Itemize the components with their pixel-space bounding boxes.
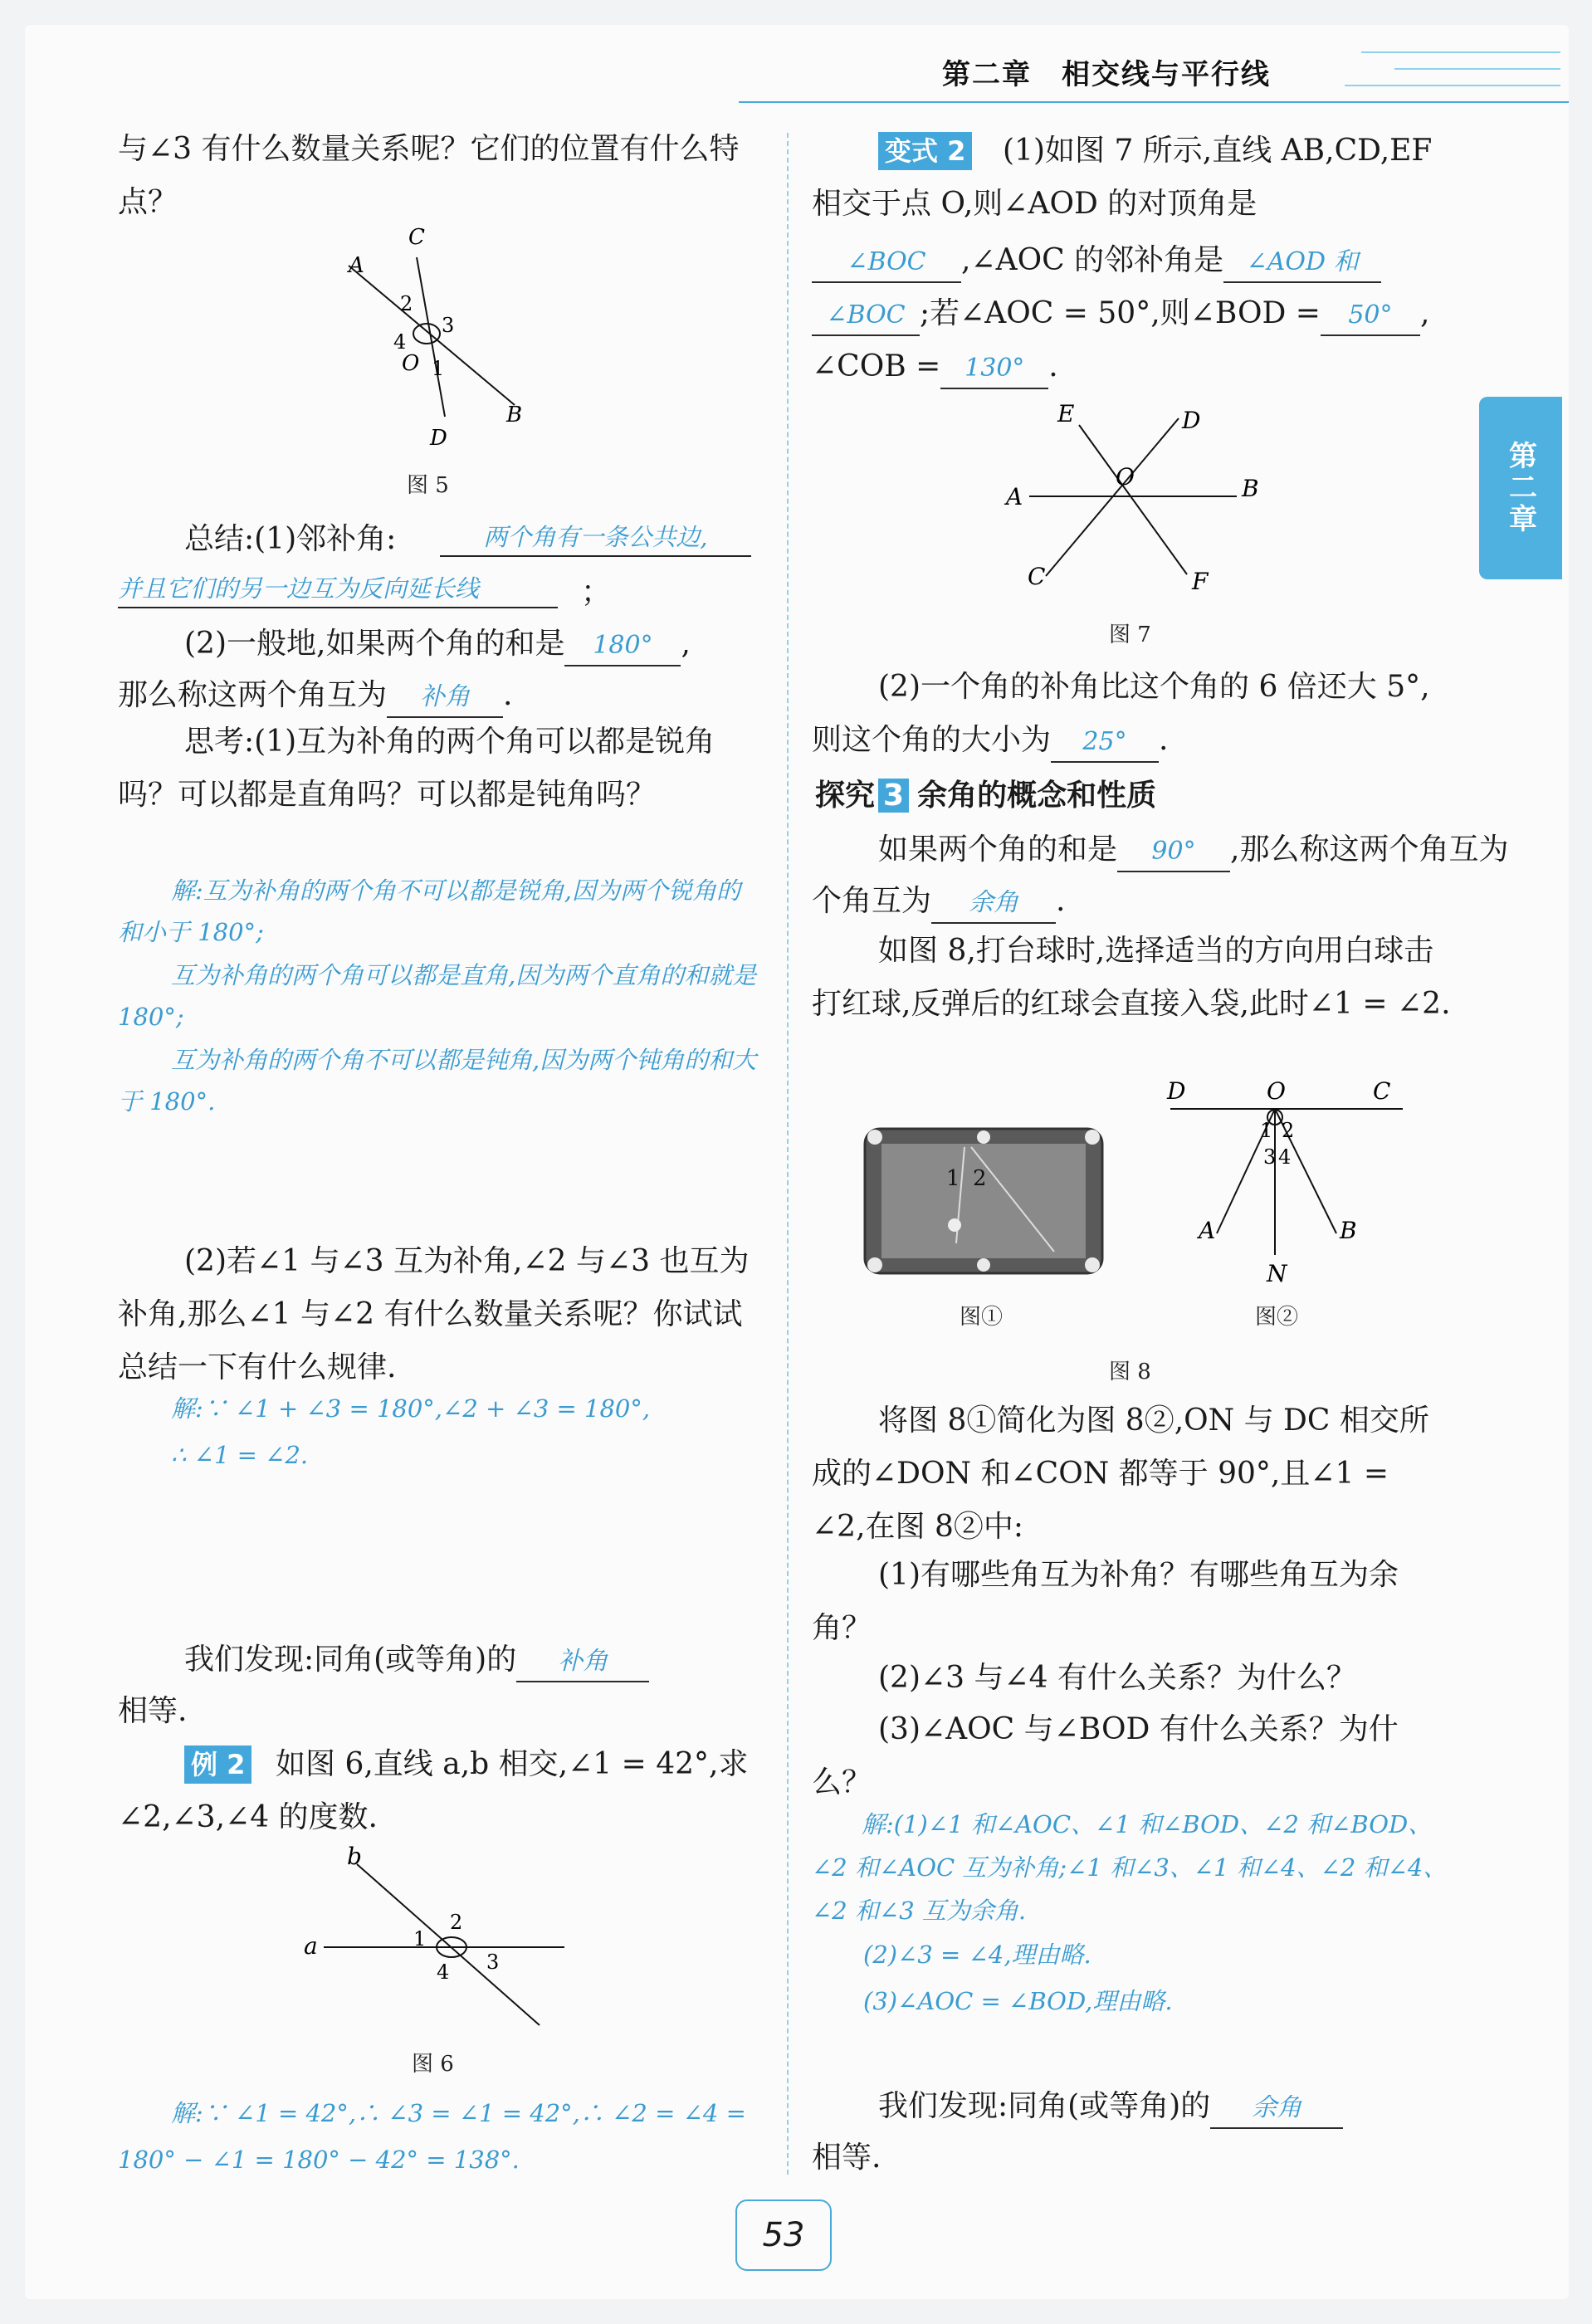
label-d: D — [430, 426, 447, 451]
photo-angle-1: 1 — [946, 1166, 960, 1191]
label-b: B — [1242, 475, 1259, 502]
label-o: O — [402, 351, 420, 376]
complement-def — [878, 823, 1508, 876]
column-divider — [787, 133, 789, 2175]
example-answer: 解:∵ ∠1 = 42°,∴ ∠3 = ∠1 = 42°,∴ ∠2 = ∠4 = 180° − ∠1 = 180° − 42° = 138°. — [118, 2099, 746, 2174]
label-c: C — [1028, 563, 1046, 590]
discover-left-end: 相等. — [118, 1694, 188, 1728]
fig7-caption: 图 7 — [1109, 622, 1151, 647]
header-deco-line — [1345, 85, 1560, 86]
complement-def-2: 个角互为 余角 . — [812, 875, 1065, 928]
summary2-prefix: (2)一般地,如果两个角的和是 — [184, 627, 565, 661]
blank-cob: 130° — [940, 349, 1048, 389]
figure-7 — [996, 398, 1278, 598]
summary1-label: 总结:(1)邻补角: — [184, 522, 397, 556]
def-end: . — [1056, 884, 1066, 918]
q2-answer-1: 解:∵ ∠1 + ∠3 = 180°,∠2 + ∠3 = 180°, — [171, 1394, 651, 1423]
label-f: F — [1192, 568, 1209, 595]
label-a: A — [1199, 1217, 1216, 1244]
summary1-answer-line1: 两个角有一条公共边, — [440, 519, 751, 557]
sub-answer-2: (2)∠3 = ∠4,理由略. — [863, 1941, 1091, 1969]
angle-2-label: 2 — [1282, 1119, 1295, 1142]
line-b — [357, 1864, 540, 2025]
blank-adjacent-2: ∠BOC — [812, 296, 920, 336]
billiard-text: 如图 8,打台球时,选择适当的方向用白球击打红球,反弹后的红球会直接入袋,此时∠1 = ∠2. — [812, 934, 1451, 1021]
v1-e: ∠COB = — [812, 349, 941, 383]
blank-adjacent-1: ∠AOD 和 — [1223, 243, 1381, 283]
v1-b: ,∠AOC 的邻补角是 — [961, 243, 1224, 277]
chapter-header: 第二章 相交线与平行线 — [942, 58, 1271, 91]
sub-question-1: (1)有哪些角互为补角？有哪些角互为余角？ — [812, 1558, 1399, 1645]
label-o: O — [1267, 1079, 1286, 1105]
page-number: 53 — [735, 2200, 832, 2271]
label-n: N — [1267, 1260, 1287, 1286]
variant-q1-line5 — [812, 340, 1058, 393]
blank-complement: 余角 — [931, 884, 1056, 924]
think-answer-2: 互为补角的两个角可以都是直角,因为两个直角的和就是 180°; — [118, 961, 757, 1031]
question-2: (2)若∠1 与∠3 互为补角,∠2 与∠3 也互为补角,那么∠1 与∠2 有什么数量关系呢？你试试总结一下有什么规律. — [118, 1244, 750, 1384]
summary2-blank-term: 补角 — [387, 678, 503, 718]
figure-8-diagram — [1162, 1079, 1411, 1286]
def-prefix: 如果两个角的和是 — [878, 832, 1118, 867]
label-o: O — [1116, 463, 1135, 491]
def-mid: ,那么称这两个角互为 — [1230, 832, 1509, 867]
label-c: C — [408, 225, 425, 250]
think-answer-1: 解:互为补角的两个角不可以都是锐角,因为两个锐角的和小于 180°; — [118, 876, 740, 946]
angle-marks — [413, 324, 440, 344]
sub-question-3: (3)∠AOC 与∠BOD 有什么关系？为什么？ — [812, 1712, 1399, 1799]
photo-angle-2: 2 — [973, 1166, 987, 1191]
angle-4-label: 4 — [393, 330, 407, 354]
discover-left-prefix: 我们发现:同角(或等角)的 — [184, 1643, 517, 1677]
label-c: C — [1373, 1079, 1391, 1105]
blank-angle-size: 25° — [1051, 723, 1159, 763]
v1-f: . — [1048, 349, 1058, 383]
fig5-caption: 图 5 — [407, 473, 449, 498]
summary2-end: . — [503, 678, 513, 712]
variant-q1-line4 — [812, 287, 1459, 340]
fig8-caption: 图 8 — [1109, 1360, 1151, 1384]
discover-left — [184, 1633, 649, 1687]
discover-right-end: 相等. — [812, 2141, 881, 2175]
think-answer-3: 互为补角的两个角不可以都是钝角,因为两个钝角的和大于 180°. — [118, 1046, 757, 1116]
angle-1-label: 1 — [1260, 1119, 1273, 1142]
label-b: B — [1340, 1217, 1357, 1244]
header-rule — [739, 101, 1569, 103]
example-badge: 例 2 — [184, 1745, 251, 1784]
explore-number: 3 — [878, 779, 909, 813]
summary2-blank-sum: 180° — [564, 627, 681, 666]
header-deco-line — [1394, 68, 1560, 70]
label-a: A — [1006, 483, 1023, 510]
discover-right — [878, 2080, 1343, 2133]
intro-text: 与∠3 有什么数量关系呢？它们的位置有什么特点？ — [118, 132, 740, 219]
label-a: a — [304, 1932, 318, 1960]
angle-2-label: 2 — [450, 1911, 463, 1934]
explore-title: 余角的概念和性质 — [917, 779, 1157, 813]
discover-right-blank: 余角 — [1210, 2089, 1343, 2129]
billiard-table-photo — [863, 1127, 1104, 1275]
sub-question-2: (2)∠3 与∠4 有什么关系？为什么？ — [878, 1661, 1357, 1695]
v1-c: ;若∠AOC = 50°,则∠BOD = — [920, 296, 1321, 330]
variant-badge: 变式 2 — [878, 132, 972, 170]
figure-6 — [291, 1843, 573, 2034]
summary1-answer-line2: 并且它们的另一边互为反向延长线 — [118, 570, 558, 608]
variant-q1-line3 — [812, 234, 1443, 287]
summary1-end: ； — [581, 575, 612, 609]
label-b: B — [506, 403, 523, 427]
summary2-text: (2)一般地,如果两个角的和是 180° , — [184, 618, 691, 671]
blank-90: 90° — [1117, 832, 1230, 872]
variant-q2 — [812, 661, 1451, 767]
v2-end: . — [1159, 723, 1169, 757]
discover-left-blank: 补角 — [516, 1643, 649, 1682]
fig8-sub2-caption: 图② — [1255, 1305, 1299, 1330]
line-cd — [417, 257, 445, 417]
explore-3-heading — [815, 772, 1156, 814]
label-b: b — [347, 1843, 362, 1870]
angle-1-label: 1 — [432, 357, 445, 380]
v2-text: (2)一个角的补角比这个角的 6 倍还大 5°,则这个角的大小为 — [812, 670, 1430, 757]
sub-answer-1: 解:(1)∠1 和∠AOC、∠1 和∠BOD、∠2 和∠BOD、∠2 和∠AOC 互为补角;∠1 和∠3、∠1 和∠4、∠2 和∠4、∠2 和∠3 互为余角. — [812, 1810, 1448, 1925]
header-deco-line — [1361, 51, 1560, 53]
line-ab — [349, 266, 515, 405]
angle-3-label: 3 — [1263, 1145, 1277, 1169]
figure-5 — [332, 224, 548, 456]
think-question: 思考:(1)互为补角的两个角可以都是锐角吗？可以都是直角吗？可以都是钝角吗？ — [118, 725, 715, 812]
chapter-side-tab[interactable]: 第二章 — [1479, 397, 1562, 579]
angle-2-label: 2 — [400, 292, 413, 315]
angle-3-label: 3 — [442, 314, 455, 337]
label-d: D — [1182, 407, 1201, 434]
angle-3-label: 3 — [486, 1950, 500, 1974]
simplify-text: 将图 8①简化为图 8②,ON 与 DC 相交所成的∠DON 和∠CON 都等于 90°,且∠1 = ∠2,在图 8②中: — [812, 1404, 1429, 1544]
fig6-caption: 图 6 — [412, 2052, 454, 2077]
summary2-text-2: 那么称这两个角互为 补角 . — [118, 669, 512, 722]
v1-d: , — [1419, 296, 1430, 330]
fig8-sub1-caption: 图① — [960, 1305, 1004, 1330]
blank-vertical-angle: ∠BOC — [812, 243, 961, 283]
angle-4-label: 4 — [437, 1960, 450, 1984]
variant-q1-a: (1)如图 7 所示,直线 AB,CD,EF 相交于点 O,则∠AOD 的对顶角是 — [812, 134, 1433, 221]
label-d: D — [1167, 1079, 1186, 1105]
sub-answer-3: (3)∠AOC = ∠BOD,理由略. — [863, 1987, 1173, 2015]
example-text: 如图 6,直线 a,b 相交,∠1 = 42°,求∠2,∠3,∠4 的度数. — [118, 1747, 749, 1834]
discover-right-prefix: 我们发现:同角(或等角)的 — [878, 2089, 1211, 2123]
label-e: E — [1057, 400, 1075, 427]
explore-label: 探究 — [815, 779, 876, 813]
q2-answer-2: ∴ ∠1 = ∠2. — [171, 1441, 309, 1469]
blank-bod: 50° — [1321, 296, 1420, 336]
angle-4-label: 4 — [1278, 1145, 1292, 1169]
label-a: A — [349, 253, 364, 278]
line-ef — [1079, 425, 1187, 574]
angle-1-label: 1 — [413, 1927, 427, 1950]
